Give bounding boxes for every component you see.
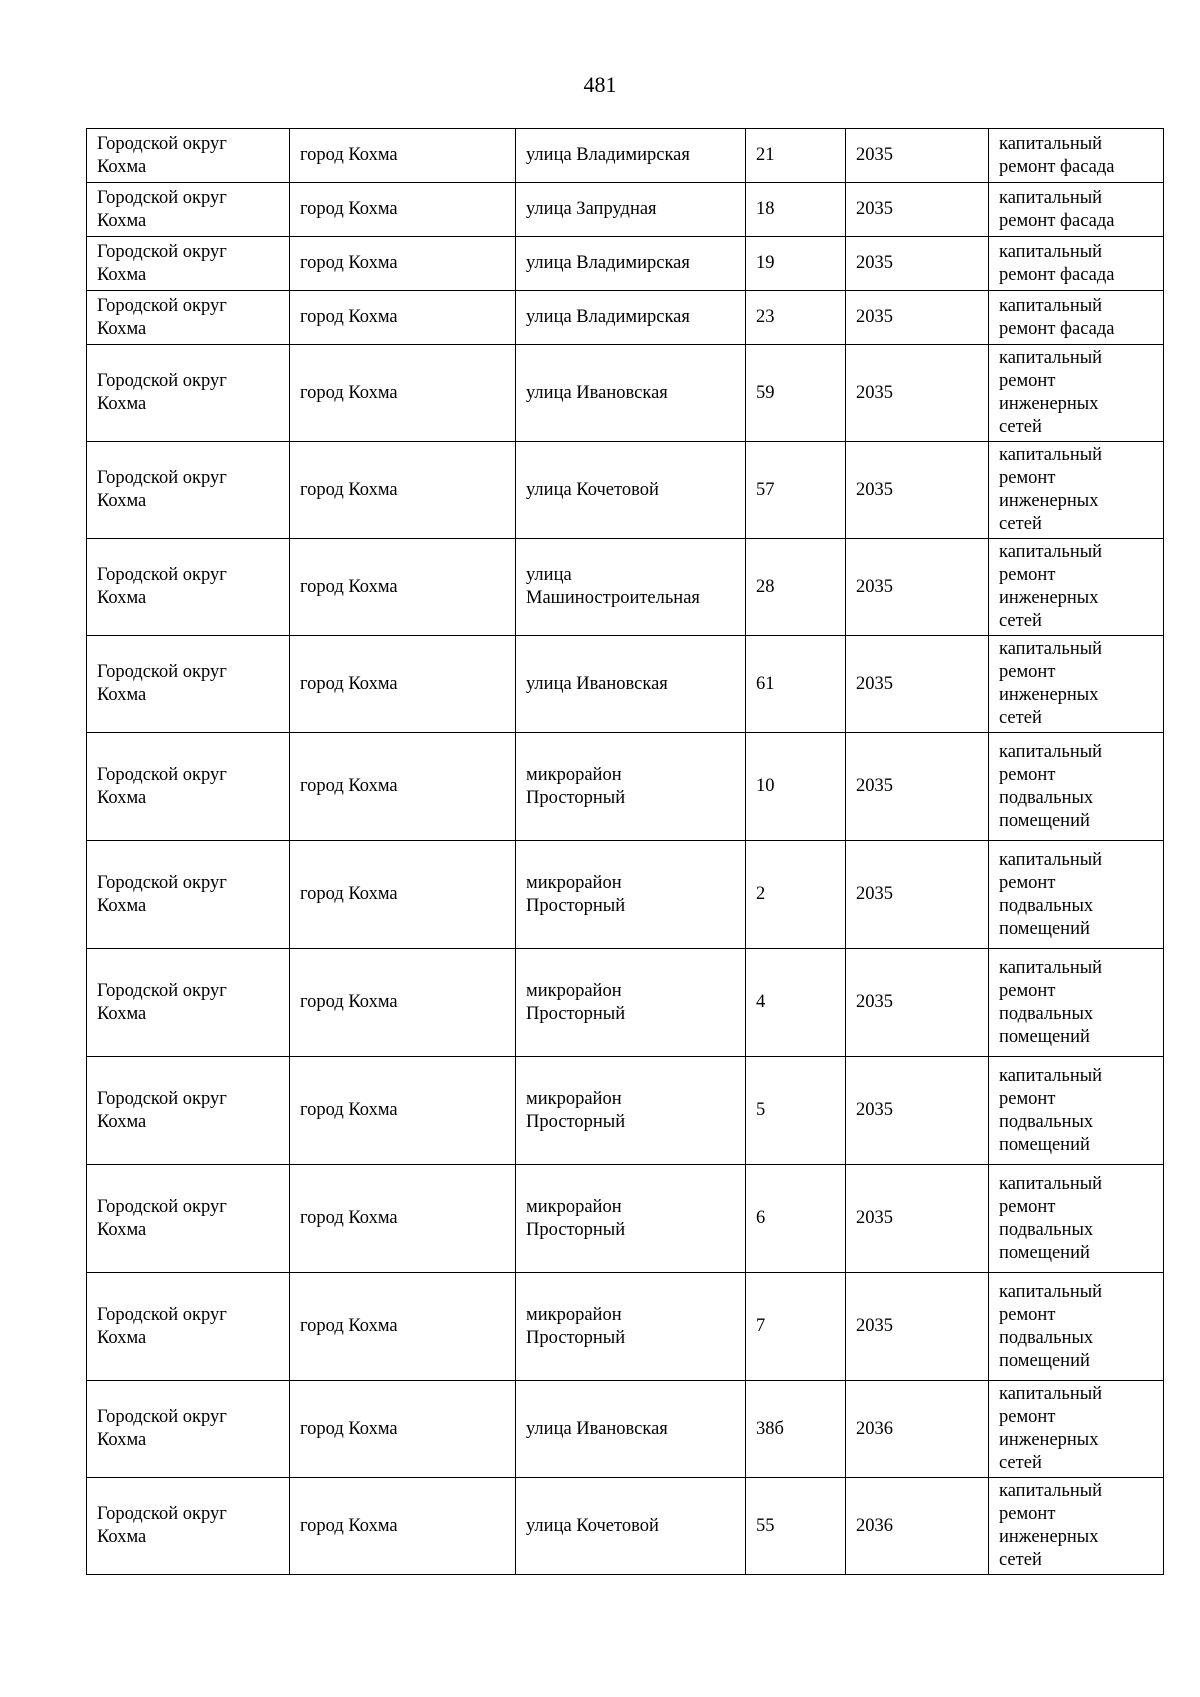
cell-work-type: [989, 237, 1164, 291]
table-row: [87, 129, 1164, 183]
cell-house-number: [746, 291, 846, 345]
cell-locality: [290, 636, 516, 733]
table-row: [87, 949, 1164, 1057]
cell-locality: [290, 1165, 516, 1273]
cell-year-text: 2035: [856, 1100, 893, 1120]
cell-district-text: Городской округ Кохма: [97, 1304, 227, 1348]
cell-work-type-text: капитальный ремонт подвальных помещений: [999, 741, 1103, 831]
cell-work-type: [989, 1057, 1164, 1165]
cell-district: [87, 841, 290, 949]
cell-house-number: [746, 841, 846, 949]
page-number: 481: [583, 72, 617, 97]
cell-street: [516, 841, 746, 949]
cell-work-type-text: капитальный ремонт подвальных помещений: [999, 1173, 1103, 1263]
cell-year-text: 2035: [856, 673, 893, 694]
cell-year-text: 2035: [856, 479, 893, 500]
cell-work-type: [989, 345, 1164, 442]
cell-year: [846, 1381, 989, 1478]
cell-house-number-text: 61: [756, 673, 775, 694]
cell-locality-text: город Кохма: [300, 673, 398, 694]
cell-district: [87, 1478, 290, 1575]
cell-year: [846, 442, 989, 539]
cell-locality-text: город Кохма: [300, 253, 398, 273]
cell-street: [516, 539, 746, 636]
cell-district: [87, 345, 290, 442]
cell-street-text: улица Ивановская: [526, 1418, 668, 1439]
cell-year-text: 2035: [856, 992, 893, 1012]
cell-street-text: микрорайон Просторный: [526, 1196, 626, 1240]
cell-work-type: [989, 841, 1164, 949]
cell-street: [516, 733, 746, 841]
cell-street: [516, 345, 746, 442]
table-row: [87, 237, 1164, 291]
cell-locality-text: город Кохма: [300, 1100, 398, 1120]
table-row: [87, 841, 1164, 949]
cell-district: [87, 733, 290, 841]
cell-locality: [290, 841, 516, 949]
cell-district: [87, 442, 290, 539]
cell-year: [846, 345, 989, 442]
cell-house-number: [746, 1478, 846, 1575]
cell-house-number: [746, 539, 846, 636]
cell-district-text: Городской округ Кохма: [97, 1504, 227, 1547]
cell-locality-text: город Кохма: [300, 776, 398, 796]
cell-street-text: улица Владимирская: [526, 145, 690, 165]
cell-house-number: [746, 237, 846, 291]
cell-work-type-text: капитальный ремонт подвальных помещений: [999, 957, 1103, 1047]
cell-district-text: Городской округ Кохма: [97, 187, 227, 231]
cell-district: [87, 539, 290, 636]
cell-district-text: Городской округ Кохма: [97, 1407, 227, 1450]
cell-district-text: Городской округ Кохма: [97, 565, 227, 608]
cell-locality: [290, 237, 516, 291]
cell-district-text: Городской округ Кохма: [97, 371, 227, 414]
cell-house-number-text: 57: [756, 479, 775, 500]
cell-district-text: Городской округ Кохма: [97, 295, 227, 339]
cell-work-type: [989, 1165, 1164, 1273]
cell-year: [846, 237, 989, 291]
cell-year-text: 2035: [856, 884, 893, 904]
cell-year-text: 2035: [856, 1208, 893, 1228]
table-row: [87, 733, 1164, 841]
cell-district-text: Городской округ Кохма: [97, 241, 227, 285]
cell-house-number: [746, 1165, 846, 1273]
cell-district-text: Городской округ Кохма: [97, 662, 227, 705]
cell-street: [516, 636, 746, 733]
cell-street: [516, 442, 746, 539]
table-row: [87, 1381, 1164, 1478]
cell-year-text: 2035: [856, 382, 893, 403]
cell-work-type: [989, 539, 1164, 636]
cell-house-number: [746, 442, 846, 539]
cell-house-number: [746, 345, 846, 442]
cell-house-number: [746, 636, 846, 733]
cell-work-type-text: капитальный ремонт фасада: [999, 241, 1115, 285]
cell-street-text: улица Машиностроительная: [526, 565, 700, 608]
cell-year: [846, 636, 989, 733]
cell-house-number: [746, 1057, 846, 1165]
cell-street-text: микрорайон Просторный: [526, 1304, 626, 1348]
table-row: [87, 1478, 1164, 1575]
cell-district-text: Городской округ Кохма: [97, 764, 227, 808]
cell-work-type-text: капитальный ремонт подвальных помещений: [999, 849, 1103, 939]
cell-house-number-text: 55: [756, 1515, 775, 1536]
cell-street-text: улица Ивановская: [526, 673, 668, 694]
cell-year-text: 2035: [856, 199, 893, 219]
cell-work-type: [989, 1478, 1164, 1575]
table-row: [87, 442, 1164, 539]
cell-year: [846, 841, 989, 949]
cell-locality: [290, 442, 516, 539]
table-row: [87, 539, 1164, 636]
cell-house-number: [746, 129, 846, 183]
cell-year: [846, 183, 989, 237]
cell-locality: [290, 1381, 516, 1478]
cell-work-type-text: капитальный ремонт инженерных сетей: [999, 1384, 1103, 1473]
cell-year: [846, 539, 989, 636]
cell-locality-text: город Кохма: [300, 199, 398, 219]
table-row: [87, 1165, 1164, 1273]
cell-district-text: Городской округ Кохма: [97, 980, 227, 1024]
cell-year-text: 2035: [856, 253, 893, 273]
cell-locality-text: город Кохма: [300, 1515, 398, 1536]
cell-street: [516, 1273, 746, 1381]
cell-house-number-text: 2: [756, 884, 766, 904]
cell-house-number: [746, 1381, 846, 1478]
cell-locality-text: город Кохма: [300, 576, 398, 597]
cell-street: [516, 129, 746, 183]
cell-work-type: [989, 733, 1164, 841]
cell-house-number: [746, 733, 846, 841]
cell-district: [87, 1165, 290, 1273]
cell-work-type: [989, 183, 1164, 237]
cell-district: [87, 291, 290, 345]
cell-locality: [290, 1273, 516, 1381]
cell-street-text: улица Владимирская: [526, 307, 690, 327]
cell-street-text: микрорайон Просторный: [526, 764, 626, 808]
cell-locality: [290, 539, 516, 636]
cell-work-type-text: капитальный ремонт инженерных сетей: [999, 1481, 1103, 1570]
cell-street: [516, 1381, 746, 1478]
cell-work-type-text: капитальный ремонт подвальных помещений: [999, 1065, 1103, 1155]
cell-district-text: Городской округ Кохма: [97, 1196, 227, 1240]
cell-street-text: микрорайон Просторный: [526, 872, 626, 916]
cell-house-number-text: 38б: [756, 1418, 784, 1439]
cell-work-type-text: капитальный ремонт фасада: [999, 187, 1115, 231]
cell-locality-text: город Кохма: [300, 307, 398, 327]
cell-district: [87, 183, 290, 237]
cell-year: [846, 129, 989, 183]
table-row: [87, 1057, 1164, 1165]
cell-street-text: улица Запрудная: [526, 199, 657, 219]
cell-locality: [290, 733, 516, 841]
cell-year-text: 2035: [856, 307, 893, 327]
cell-work-type: [989, 1273, 1164, 1381]
cell-locality: [290, 183, 516, 237]
cell-street: [516, 1478, 746, 1575]
cell-locality-text: город Кохма: [300, 382, 398, 403]
cell-locality: [290, 345, 516, 442]
cell-year-text: 2036: [856, 1418, 893, 1439]
cell-house-number-text: 23: [756, 307, 775, 327]
cell-street: [516, 237, 746, 291]
table-row: [87, 636, 1164, 733]
cell-year-text: 2035: [856, 776, 893, 796]
cell-district: [87, 129, 290, 183]
cell-house-number-text: 7: [756, 1316, 766, 1336]
table-body: [87, 129, 1164, 1575]
cell-street-text: улица Кочетовой: [526, 1515, 659, 1536]
cell-work-type: [989, 1381, 1164, 1478]
cell-street: [516, 291, 746, 345]
cell-house-number-text: 28: [756, 576, 775, 597]
cell-locality-text: город Кохма: [300, 145, 398, 165]
cell-street-text: улица Ивановская: [526, 382, 668, 403]
cell-locality: [290, 1057, 516, 1165]
repair-schedule-table: [86, 128, 1164, 1575]
table-row: [87, 291, 1164, 345]
cell-locality: [290, 291, 516, 345]
cell-year: [846, 733, 989, 841]
cell-district: [87, 949, 290, 1057]
cell-year: [846, 1478, 989, 1575]
cell-house-number-text: 21: [756, 145, 775, 165]
cell-year: [846, 1057, 989, 1165]
cell-year-text: 2035: [856, 576, 893, 597]
cell-locality: [290, 949, 516, 1057]
cell-house-number-text: 5: [756, 1100, 766, 1120]
cell-district: [87, 1273, 290, 1381]
cell-house-number-text: 59: [756, 382, 775, 403]
cell-street: [516, 1057, 746, 1165]
cell-locality-text: город Кохма: [300, 1316, 398, 1336]
cell-street-text: микрорайон Просторный: [526, 980, 626, 1024]
cell-locality-text: город Кохма: [300, 1418, 398, 1439]
cell-house-number-text: 10: [756, 776, 775, 796]
cell-locality: [290, 1478, 516, 1575]
cell-locality-text: город Кохма: [300, 992, 398, 1012]
cell-house-number: [746, 183, 846, 237]
cell-house-number-text: 18: [756, 199, 775, 219]
cell-year-text: 2035: [856, 145, 893, 165]
cell-house-number: [746, 949, 846, 1057]
cell-district-text: Городской округ Кохма: [97, 468, 227, 511]
cell-year: [846, 1273, 989, 1381]
cell-year-text: 2035: [856, 1316, 893, 1336]
cell-locality-text: город Кохма: [300, 884, 398, 904]
cell-locality: [290, 129, 516, 183]
cell-house-number-text: 4: [756, 992, 766, 1012]
cell-street: [516, 183, 746, 237]
table-row: [87, 1273, 1164, 1381]
cell-district: [87, 1057, 290, 1165]
cell-district: [87, 237, 290, 291]
cell-work-type-text: капитальный ремонт инженерных сетей: [999, 445, 1103, 534]
cell-work-type-text: капитальный ремонт подвальных помещений: [999, 1281, 1103, 1371]
cell-year: [846, 1165, 989, 1273]
cell-locality-text: город Кохма: [300, 479, 398, 500]
cell-year: [846, 949, 989, 1057]
cell-work-type: [989, 291, 1164, 345]
cell-work-type: [989, 129, 1164, 183]
cell-work-type-text: капитальный ремонт инженерных сетей: [999, 542, 1103, 631]
cell-district-text: Городской округ Кохма: [97, 872, 227, 916]
cell-year-text: 2036: [856, 1515, 893, 1536]
cell-street: [516, 949, 746, 1057]
cell-street-text: улица Кочетовой: [526, 479, 659, 500]
cell-work-type-text: капитальный ремонт фасада: [999, 295, 1115, 339]
cell-work-type: [989, 636, 1164, 733]
table-row: [87, 183, 1164, 237]
cell-work-type: [989, 949, 1164, 1057]
cell-year: [846, 291, 989, 345]
cell-work-type-text: капитальный ремонт инженерных сетей: [999, 348, 1103, 437]
cell-district: [87, 636, 290, 733]
cell-work-type: [989, 442, 1164, 539]
cell-house-number-text: 6: [756, 1208, 766, 1228]
table-row: [87, 345, 1164, 442]
cell-work-type-text: капитальный ремонт инженерных сетей: [999, 639, 1103, 728]
cell-street-text: улица Владимирская: [526, 253, 690, 273]
cell-district: [87, 1381, 290, 1478]
cell-street-text: микрорайон Просторный: [526, 1088, 626, 1132]
cell-locality-text: город Кохма: [300, 1208, 398, 1228]
cell-street: [516, 1165, 746, 1273]
cell-district-text: Городской округ Кохма: [97, 1088, 227, 1132]
cell-work-type-text: капитальный ремонт фасада: [999, 133, 1115, 177]
cell-house-number-text: 19: [756, 253, 775, 273]
cell-house-number: [746, 1273, 846, 1381]
cell-district-text: Городской округ Кохма: [97, 133, 227, 177]
